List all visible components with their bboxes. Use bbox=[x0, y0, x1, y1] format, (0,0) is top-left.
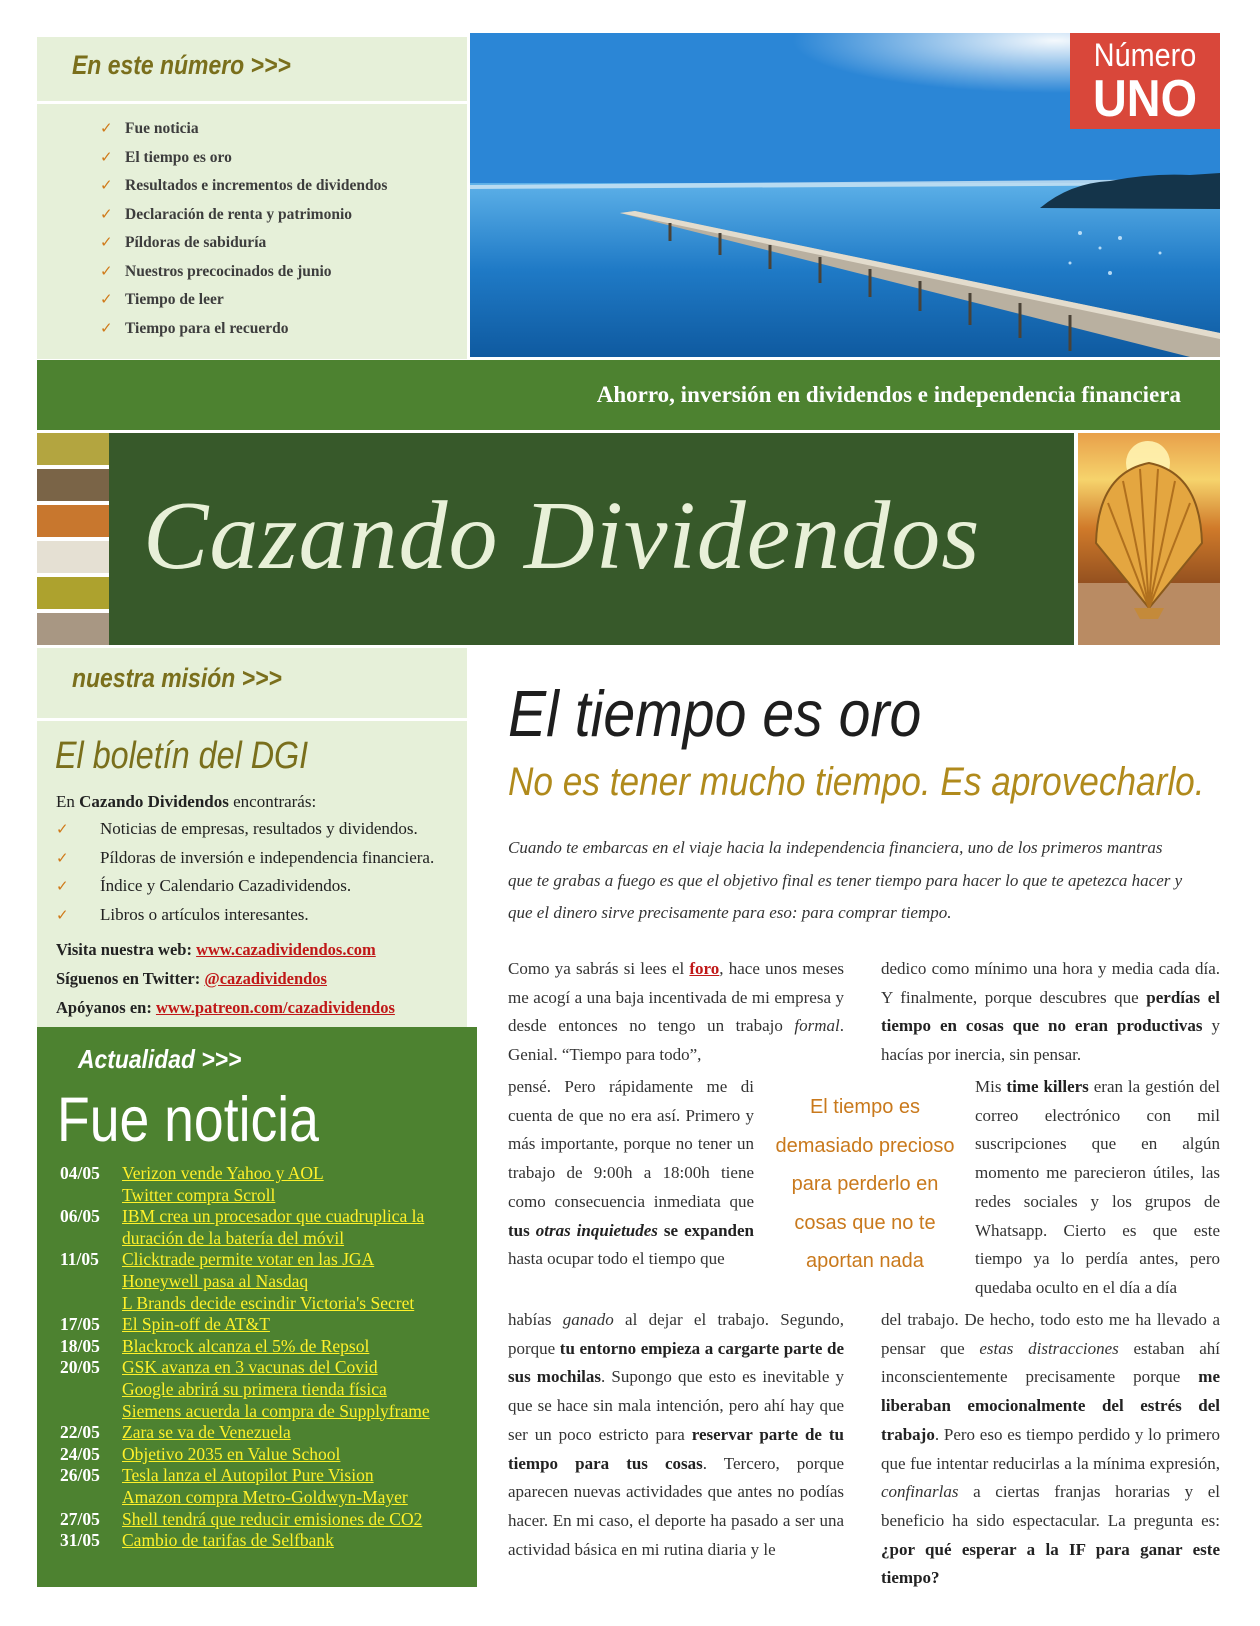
toc-item[interactable]: ✓ Tiempo de leer bbox=[100, 290, 224, 308]
news-link[interactable]: Twitter compra Scroll bbox=[122, 1184, 276, 1205]
news-row bbox=[60, 1509, 470, 1531]
news-link[interactable]: Siemens acuerda la compra de Supplyframe bbox=[122, 1400, 430, 1421]
seashell-image bbox=[1078, 433, 1220, 645]
news-date: 31/05 bbox=[60, 1530, 100, 1551]
issue-label: Número bbox=[1093, 37, 1197, 73]
toc-item[interactable]: ✓ Fue noticia bbox=[100, 119, 199, 137]
toc-item[interactable]: ✓ El tiempo es oro bbox=[100, 147, 232, 166]
check-icon: ✓ bbox=[100, 233, 113, 251]
news-link[interactable]: Honeywell pasa al Nasdaq bbox=[122, 1270, 309, 1291]
news-link[interactable]: Amazon compra Metro-Goldwyn-Mayer bbox=[122, 1486, 408, 1507]
news-items bbox=[122, 1249, 414, 1314]
check-icon: ✓ bbox=[100, 261, 113, 280]
news-items bbox=[122, 1314, 270, 1336]
news-date: 22/05 bbox=[60, 1422, 100, 1443]
mission-intro: En Cazando Dividendos encontrarás: bbox=[56, 792, 317, 811]
newsletter-title: El boletín del DGI bbox=[55, 735, 309, 777]
mission-header-title: nuestra misión >>> bbox=[72, 663, 282, 693]
patreon-row: Apóyanos en: www.patreon.com/cazadividendos bbox=[56, 998, 395, 1017]
news-row bbox=[60, 1249, 470, 1314]
news-link[interactable]: IBM crea un procesador que cuadruplica la bbox=[122, 1206, 425, 1227]
article-paragraph: pensé. Pero rápidamente me di cuenta de que no era así. Primero y más importante, porque no tener un trabajo de 9:00h a 18:00h tiene como consecuencia inmediata que tus otras inquietudes se expanden hasta ocupar todo el tiempo que bbox=[508, 1077, 754, 1269]
news-date: 27/05 bbox=[60, 1508, 100, 1529]
mission-item: ✓ Píldoras de inversión e independencia financiera. bbox=[56, 847, 435, 867]
toc-title: En este número >>> bbox=[72, 50, 291, 80]
news-link[interactable]: GSK avanza en 3 vacunas del Covid bbox=[122, 1357, 378, 1378]
check-icon: ✓ bbox=[56, 877, 69, 896]
news-row bbox=[60, 1422, 470, 1444]
news-date: 26/05 bbox=[60, 1465, 100, 1486]
toc-list bbox=[100, 118, 387, 346]
news-row bbox=[60, 1530, 470, 1552]
seashell-illustration bbox=[1078, 433, 1220, 645]
masthead-title: Cazando Dividendos bbox=[143, 482, 981, 590]
check-icon: ✓ bbox=[100, 204, 113, 223]
news-link[interactable]: Cambio de tarifas de Selfbank bbox=[122, 1530, 334, 1551]
news-date: 11/05 bbox=[60, 1249, 99, 1270]
mission-item: ✓ Libros o artículos interesantes. bbox=[56, 904, 309, 924]
color-swatch bbox=[37, 541, 109, 573]
news-items bbox=[122, 1422, 291, 1444]
news-header: Actualidad >>> bbox=[78, 1044, 242, 1074]
news-link[interactable]: duración de la batería del móvil bbox=[122, 1227, 345, 1248]
twitter-link[interactable]: @cazadividendos bbox=[204, 969, 327, 988]
news-row bbox=[60, 1444, 470, 1466]
check-icon: ✓ bbox=[100, 290, 113, 308]
news-items bbox=[122, 1336, 369, 1358]
news-title: Fue noticia bbox=[57, 1085, 319, 1155]
issue-number: UNO bbox=[1092, 70, 1198, 128]
news-link[interactable]: Shell tendrá que reducir emisiones de CO2 bbox=[122, 1508, 423, 1529]
check-icon: ✓ bbox=[56, 848, 69, 867]
check-icon: ✓ bbox=[100, 176, 113, 194]
news-date: 04/05 bbox=[60, 1163, 100, 1183]
news-row bbox=[60, 1336, 470, 1358]
forum-link[interactable]: foro bbox=[689, 959, 720, 978]
news-link[interactable]: El Spin-off de AT&T bbox=[122, 1314, 270, 1335]
article-paragraph: Mis time killers eran la gestión del correo electrónico con mil suscripciones que en algún momento me parecieron útiles, las redes sociales y los grupos de Whatsapp. Cierto es que este tiempo ya lo perdía antes, pero quedaba oculto en el día a día bbox=[975, 1077, 1220, 1297]
article-lead: Cuando te embarcas en el viaje hacia la independencia financiera, uno de los primeros mantras que te grabas a fuego es que el objetivo final es tener tiempo para hacer lo que te apetezca hacer y que el dinero sirve precisamente para eso: para comprar tiempo. bbox=[508, 838, 1183, 922]
news-items bbox=[122, 1206, 424, 1249]
news-row bbox=[60, 1465, 470, 1508]
toc-item[interactable]: ✓ Resultados e incrementos de dividendos bbox=[100, 176, 388, 194]
news-date: 24/05 bbox=[60, 1443, 100, 1464]
article-paragraph: Como ya sabrás si lees el foro, hace unos meses me acogí a una baja incentivada de mi empresa y desde entonces no tengo un trabajo formal. Genial. “Tiempo para todo”, bbox=[508, 959, 844, 1065]
website-link[interactable]: www.cazadividendos.com bbox=[196, 940, 376, 959]
news-link[interactable]: Zara se va de Venezuela bbox=[122, 1422, 291, 1443]
news-items bbox=[122, 1163, 324, 1206]
toc-item[interactable]: ✓ Nuestros precocinados de junio bbox=[100, 261, 332, 280]
color-swatch bbox=[37, 613, 109, 645]
toc-item[interactable]: ✓ Píldoras de sabiduría bbox=[100, 233, 267, 251]
news-link[interactable]: Clicktrade permite votar en las JGA bbox=[122, 1249, 375, 1270]
news-items bbox=[122, 1509, 422, 1531]
mission-item: ✓ Noticias de empresas, resultados y dividendos. bbox=[56, 819, 418, 838]
news-items bbox=[122, 1444, 340, 1466]
color-swatch bbox=[37, 577, 109, 609]
news-row bbox=[60, 1314, 470, 1336]
check-icon: ✓ bbox=[56, 905, 69, 924]
news-link[interactable]: Blackrock alcanza el 5% de Repsol bbox=[122, 1335, 370, 1356]
check-icon: ✓ bbox=[100, 119, 113, 137]
twitter-row: Síguenos en Twitter: @cazadividendos bbox=[56, 969, 327, 988]
article-paragraph: del trabajo. De hecho, todo esto me ha llevado a pensar que estas distracciones estaban ahí inconscientemente precisamente porque me liberaban emocionalmente del estrés del trabajo. Pero eso es tiempo perdido y lo primero que fue intentar reducirlas a la mínima expresión, confinarlas a ciertas franjas horarias y el beneficio ha sido espectacular. La pregunta es: ¿por qué esperar a la IF para ganar este tiempo? bbox=[881, 1310, 1220, 1588]
news-row bbox=[60, 1206, 470, 1249]
news-link[interactable]: Verizon vende Yahoo y AOL bbox=[122, 1163, 324, 1183]
issue-badge bbox=[1070, 33, 1220, 129]
toc-item[interactable]: ✓ Declaración de renta y patrimonio bbox=[100, 204, 353, 223]
news-row bbox=[60, 1357, 470, 1422]
toc-item[interactable]: ✓ Tiempo para el recuerdo bbox=[100, 318, 289, 337]
article-paragraph: dedico como mínimo una hora y media cada día. Y finalmente, porque descubres que perdías el tiempo en cosas que no eran productivas y hacías por inercia, sin pensar. bbox=[881, 959, 1220, 1065]
check-icon: ✓ bbox=[100, 318, 113, 337]
news-list bbox=[60, 1163, 470, 1552]
news-date: 20/05 bbox=[60, 1357, 100, 1378]
news-date: 17/05 bbox=[60, 1314, 100, 1335]
news-items bbox=[122, 1465, 408, 1508]
tagline: Ahorro, inversión en dividendos e independencia financiera bbox=[596, 382, 1181, 407]
news-row bbox=[60, 1163, 470, 1206]
news-items bbox=[122, 1357, 430, 1422]
news-link[interactable]: Objetivo 2035 en Value School bbox=[122, 1443, 341, 1464]
news-date: 06/05 bbox=[60, 1206, 100, 1227]
article-subtitle: No es tener mucho tiempo. Es aprovecharlo. bbox=[508, 760, 1205, 804]
mission-item: ✓ Índice y Calendario Cazadividendos. bbox=[56, 876, 352, 896]
check-icon: ✓ bbox=[56, 820, 69, 838]
article-title: El tiempo es oro bbox=[508, 677, 922, 750]
color-swatch bbox=[37, 469, 109, 501]
news-link[interactable]: Google abrirá su primera tienda física bbox=[122, 1378, 387, 1399]
news-link[interactable]: Tesla lanza el Autopilot Pure Vision bbox=[122, 1465, 374, 1486]
color-swatch bbox=[37, 505, 109, 537]
color-swatch bbox=[37, 433, 109, 465]
news-date: 18/05 bbox=[60, 1335, 100, 1356]
news-link[interactable]: L Brands decide escindir Victoria's Secret bbox=[122, 1292, 415, 1313]
mission-list bbox=[56, 818, 434, 932]
pull-quote: El tiempo es demasiado precioso para perderlo en cosas que no te aportan nada bbox=[775, 1096, 955, 1272]
news-items bbox=[122, 1530, 334, 1552]
check-icon: ✓ bbox=[100, 147, 113, 166]
patreon-link[interactable]: www.patreon.com/cazadividendos bbox=[155, 998, 395, 1017]
website-row: Visita nuestra web: www.cazadividendos.com bbox=[56, 940, 376, 959]
article-paragraph: habías ganado al dejar el trabajo. Segundo, porque tu entorno empieza a cargarte parte de sus mochilas. Supongo que esto es inevitable y que se hace sin mala intención, pero ahí hay que ser un poco estricto para reservar parte de tu tiempo para tus cosas. Tercero, porque aparecen nuevas actividades que antes no podías hacer. En mi caso, el deporte ha pasado a ser una actividad básica en mi rutina diaria y le bbox=[508, 1310, 844, 1559]
